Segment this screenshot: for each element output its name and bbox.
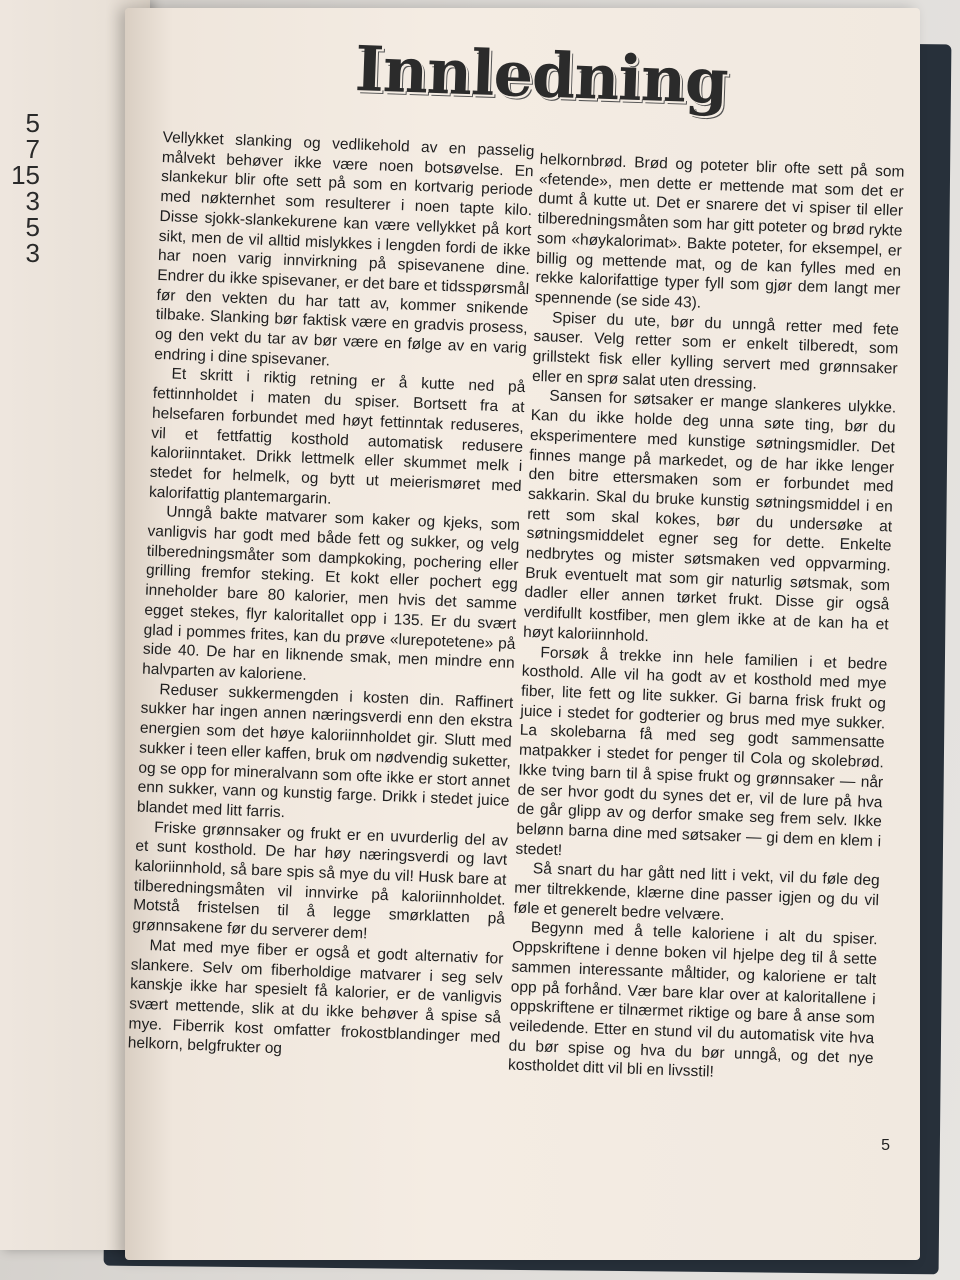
page-title: Innledning <box>353 32 729 119</box>
paragraph: Et skritt i riktig retning er å kutte ned på fettinnholdet i maten du spiser. Bortsett fra at helsefaren forbundet med høyt fettinntak reduseres, vil et fettfattig kosthold automatisk redusere kaloriinntaket. Drikk lettmelk eller skummet melk i stedet for helmelk, og bytt ut meierismøret med kalorifattig plantemargarin. <box>148 365 526 508</box>
right-text-column <box>508 150 905 1088</box>
paragraph: Reduser sukkermengden i kosten din. Raffinert sukker har ingen annen næringsverdi enn den ekstra energien som det høye kaloriinnholdet gir. Slutt med sukker i teen eller kaffen, bruk om nødvendig suketter, og se opp for mineralvann som ofte ikke er stort annet enn sukker, vann og kunstig farge. Drikk i stedet juice blandet med litt farris. <box>136 680 514 822</box>
left-page-numbers <box>0 110 40 266</box>
paragraph: Friske grønnsaker og frukt er en uvurderlig del av et sunt kosthold. De har høy næringsverdi og lavt kaloriinnhold, så bare spis så mye du vil! Husk bare at tilberedningsmåten vil innvirke på kaloriinnholdet. Motstå fristelsen til å legge smørklatten på grønnsakene før du serverer dem! <box>132 818 509 943</box>
paragraph: Mat med mye fiber er også et godt alternativ for slankere. Selv om fiberholdige matvarer i seg selv kanskje ikke har spesielt få kalorier, er de vanligvis svært mettende, slik at du ikke behøver å spise så mye. Fiberrik kost omfatter frokostblandinger med helkorn, belgfrukter og <box>127 936 504 1058</box>
left-text-column <box>127 128 534 1068</box>
left-page-number: 7 <box>25 134 40 164</box>
paragraph: Begynn med å telle kaloriene i alt du spiser. Oppskriftene i denne boken vil hjelpe deg til å sette sammen interessante måltider, og kaloriene er talt opp på forhånd. Vær bare klar over at kaloritallene i oppskriftene er tilnærmet riktige og bare å anse som veiledende. Etter en stund vil du automatisk vite hva du bør spise og hva du bør unngå, og det nye kostholdet ditt vil bli en livsstil! <box>507 919 878 1081</box>
paragraph: Sansen for søtsaker er mange slankeres ulykke. Kan du ikke holde deg unna søte ting, bør du eksperimentere med kunstige søtningsmidler. Det finnes mange på markedet, og de har ikke lenger den bitre ettersmaken som er forbundet med sakkarin. Skal du bruke kunstig søtningsmiddel i en rett som skal kokes, bør du undersøke at søtningsmiddelet egner seg for dette. Enkelte nedbrytes og mister søtsmaken ved oppvarming. Bruk eventuelt mat som gir naturlig søtsmak, som dadler eller annen tørket frukt. Disse gir også verdifullt kostfiber, men glem ikke at de kan ha et høyt kaloriinnhold. <box>522 387 897 645</box>
left-page-number: 15 <box>11 160 40 190</box>
left-page-number: 3 <box>25 238 40 268</box>
left-page-number: 5 <box>25 108 40 138</box>
right-page <box>125 8 920 1260</box>
paragraph: Unngå bakte matvarer som kaker og kjeks, som vanligvis har godt med både fett og sukker, og velg tilberedningsmåter som dampkoking, pochering eller grilling fremfor steking. Et kokt eller pochert egg inneholder bare 80 kalorier, men hvis det samme egget stekes, flyr kaloritallet opp i 135. Er du svært glad i pommes frites, kan du prøve «lurepotetene» på side 40. De har en liknende smak, men mindre enn halvparten av kaloriene. <box>141 503 521 684</box>
paragraph: Forsøk å trekke inn hele familien i et bedre kosthold. Alle vil ha godt av et kosthold med mye fiber, lite fett og lite sukker. Gi barna frisk frukt og juice i stedet for godterier og brus med mye sukker. La skolebarna få med seg godt sammensatte matpakker i stedet for penger til Cola og skolebrød. Ikke tving barn til å spise frukt og grønnsaker — når de ser hvor godt du synes det er, vil de lure på hva de går glipp av og derfor smake seg frem selv. Ikke belønn barna dine med søtsaker — gi dem en klem i stedet! <box>515 643 888 859</box>
paragraph: Så snart du har gått ned litt i vekt, vil du føle deg mer tiltrekkende, klærne dine passer igjen og du vil føle et generelt bedre velvære. <box>513 860 880 924</box>
paragraph: Vellykket slanking og vedlikehold av en passelig målvekt behøver ikke være noen botsøvelse. En slankekur blir ofte sett på som en kortvarig periode med nøkternhet som resulterer i noen tapte kilo. Disse sjokk-slankekurene kan være vellykket på kort sikt, men de vil alltid mislykkes i lengden fordi de ikke har noen varig innvirkning på spisevanene dine. Endrer du ikke spisevaner, er det bare et tidsspørsmål før den vekten du har tatt av, kommer snikende tilbake. Slanking bør faktisk være en gradvis prosess, og den vekt du tar av bør være en følge av en varig endring i dine spisevaner. <box>153 128 535 370</box>
left-page-number: 3 <box>25 186 40 216</box>
left-page-number: 5 <box>25 212 40 242</box>
paragraph: helkornbrød. Brød og poteter blir ofte sett på som «fetende», men dette er mettende mat som det er dumt å kutte ut. Det er snarere det vi spiser til eller tilberedningsmåten som har gitt poteter og brød rykte som «høykalorimat». Bakte poteter, for eksempel, er billig og mettende mat, og de kan fylles med en rekke kalorifattige typer fyll som gjør dem langt mer spennende (se side 43). <box>534 150 905 312</box>
page-number: 5 <box>881 1137 890 1154</box>
paragraph: Spiser du ute, bør du unngå retter med fete sauser. Velg retter som er enkelt tilberedt, som grillstekt fisk eller kylling servert med grønnsaker eller en sprø salat uten dressing. <box>531 309 900 393</box>
